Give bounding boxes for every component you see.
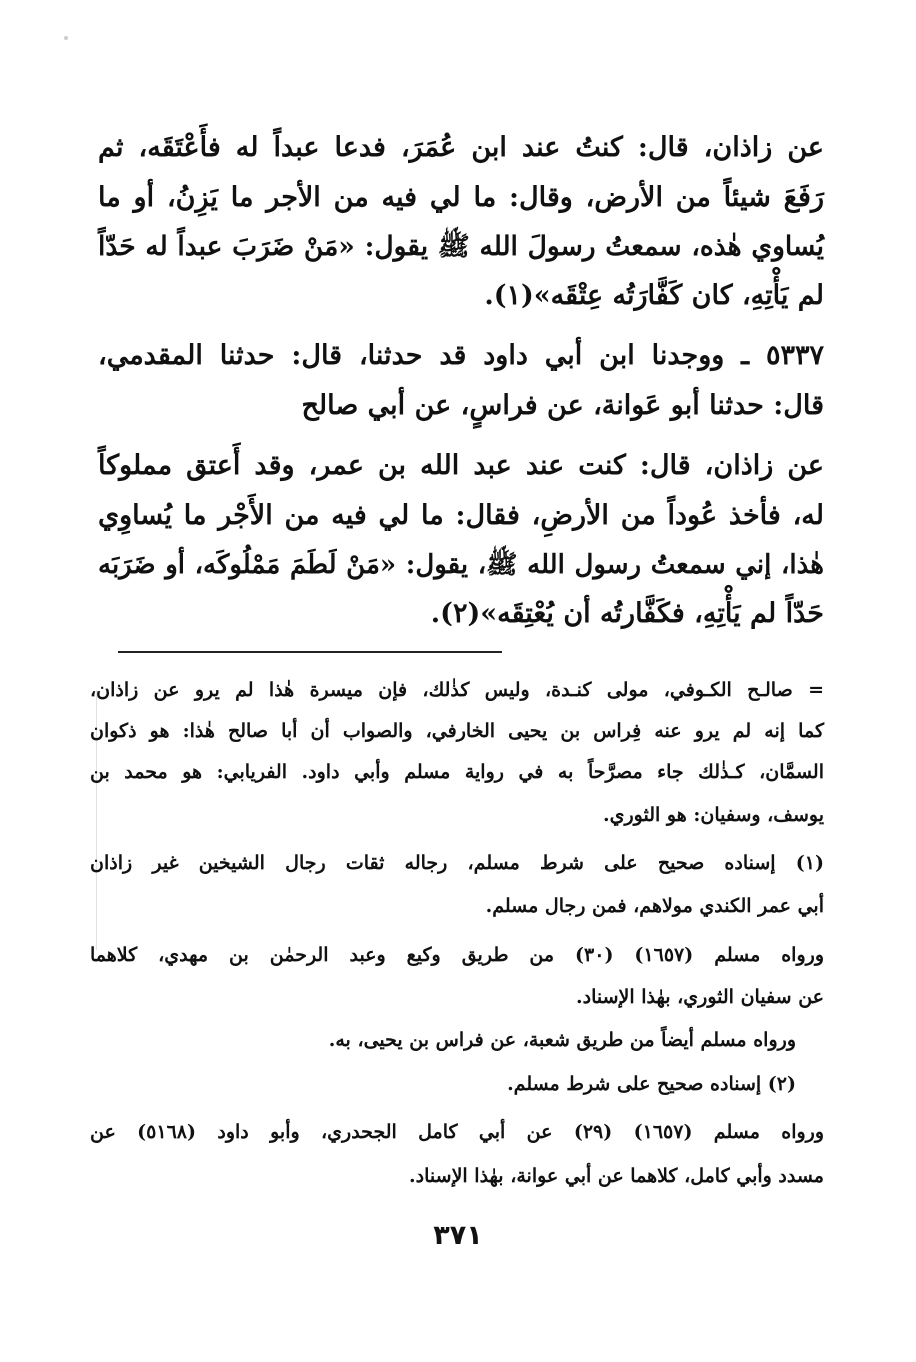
footnote-2-line-3: مسدد وأبي كامل، كلاهما عن أبي عوانة، بهٰذا الإسناد. <box>409 1165 824 1187</box>
footnote-line-4: يوسف، وسفيان: هو الثوري. <box>603 804 824 826</box>
hadith-5336-line-4: لم يَأْتِهِ، كان كَفَّارَتُه عِتْقَه»(١). <box>484 280 824 311</box>
hadith-5336-line-2: رَفَعَ شيئاً من الأرض، وقال: ما لي فيه من الأجر ما يَزِنُ، أو ما <box>98 182 824 213</box>
footnote-1-line-2: أبي عمر الكندي مولاهم، فمن رجال مسلم. <box>485 895 824 917</box>
hadith-5337-text-line-4: حَدّاً لم يَأْتِهِ، فكَفَّارتُه أن يُعْتِقَه»(٢). <box>430 598 824 629</box>
footnote-line-2: كما إنه لم يرو عنه فِراس بن يحيى الخارفي، والصواب أن أبا صالح هٰذا: هو ذكوان <box>90 720 824 742</box>
scan-speck <box>64 36 68 40</box>
footnote-line-1: = صالـح الكـوفي، مولى كنـدة، وليس كذٰلك، فإن ميسرة هٰذا لم يرو عن زاذان، <box>90 679 824 701</box>
hadith-5337-text-line-2: له، فأخذ عُوداً من الأرضِ، فقال: ما لي فيه من الأَجْر ما يُساوِي <box>98 500 824 531</box>
hadith-5337-text-line-1: عن زاذان، قال: كنت عند عبد الله بن عمر، وقد أَعتق مملوكاً <box>98 450 824 481</box>
footnote-line-3: السمَّان، كـذٰلك جاء مصرَّحاً به في رواية مسلم وأبي داود. الفريابي: هو محمد بن <box>90 761 824 783</box>
footnote-2-line-1: (٢) إسناده صحيح على شرط مسلم. <box>507 1073 796 1095</box>
hadith-5337-isnad-line-2: قال: حدثنا أبو عَوانة، عن فراسٍ، عن أبي صالح <box>301 390 824 421</box>
page-number: ٣٧١ <box>433 1220 483 1251</box>
footnote-1-line-1: (١) إسناده صحيح على شرط مسلم، رجاله ثقات رجال الشيخين غير زاذان <box>90 852 824 874</box>
footnote-1-line-5: ورواه مسلم أيضاً من طريق شعبة، عن فراس بن يحيى، به. <box>328 1029 796 1051</box>
footnote-1-line-3: ورواه مسلم (١٦٥٧) (٣٠) من طريق وكيع وعبد الرحمٰن بن مهدي، كلاهما <box>90 944 824 966</box>
hadith-5336-line-1: عن زاذان، قال: كنتُ عند ابن عُمَرَ، فدعا عبداً له فأَعْتَقَه، ثم <box>98 132 824 163</box>
footnote-separator <box>118 651 502 653</box>
hadith-5337-isnad-line-1: ٥٣٣٧ ـ ووجدنا ابن أبي داود قد حدثنا، قال: حدثنا المقدمي، <box>98 340 824 371</box>
footnote-2-line-2: ورواه مسلم (١٦٥٧) (٢٩) عن أبي كامل الجحدري، وأبو داود (٥١٦٨) عن <box>90 1121 824 1143</box>
footnote-1-line-4: عن سفيان الثوري، بهٰذا الإسناد. <box>576 986 824 1008</box>
hadith-5337-text-line-3: هٰذا، إني سمعتُ رسول الله ﷺ، يقول: «مَنْ لَطَمَ مَمْلُوكَه، أو ضَرَبَه <box>98 550 824 580</box>
hadith-5336-line-3: يُساوي هٰذه، سمعتُ رسولَ الله ﷺ يقول: «مَنْ ضَرَبَ عبداً له حَدّاً <box>98 231 824 262</box>
